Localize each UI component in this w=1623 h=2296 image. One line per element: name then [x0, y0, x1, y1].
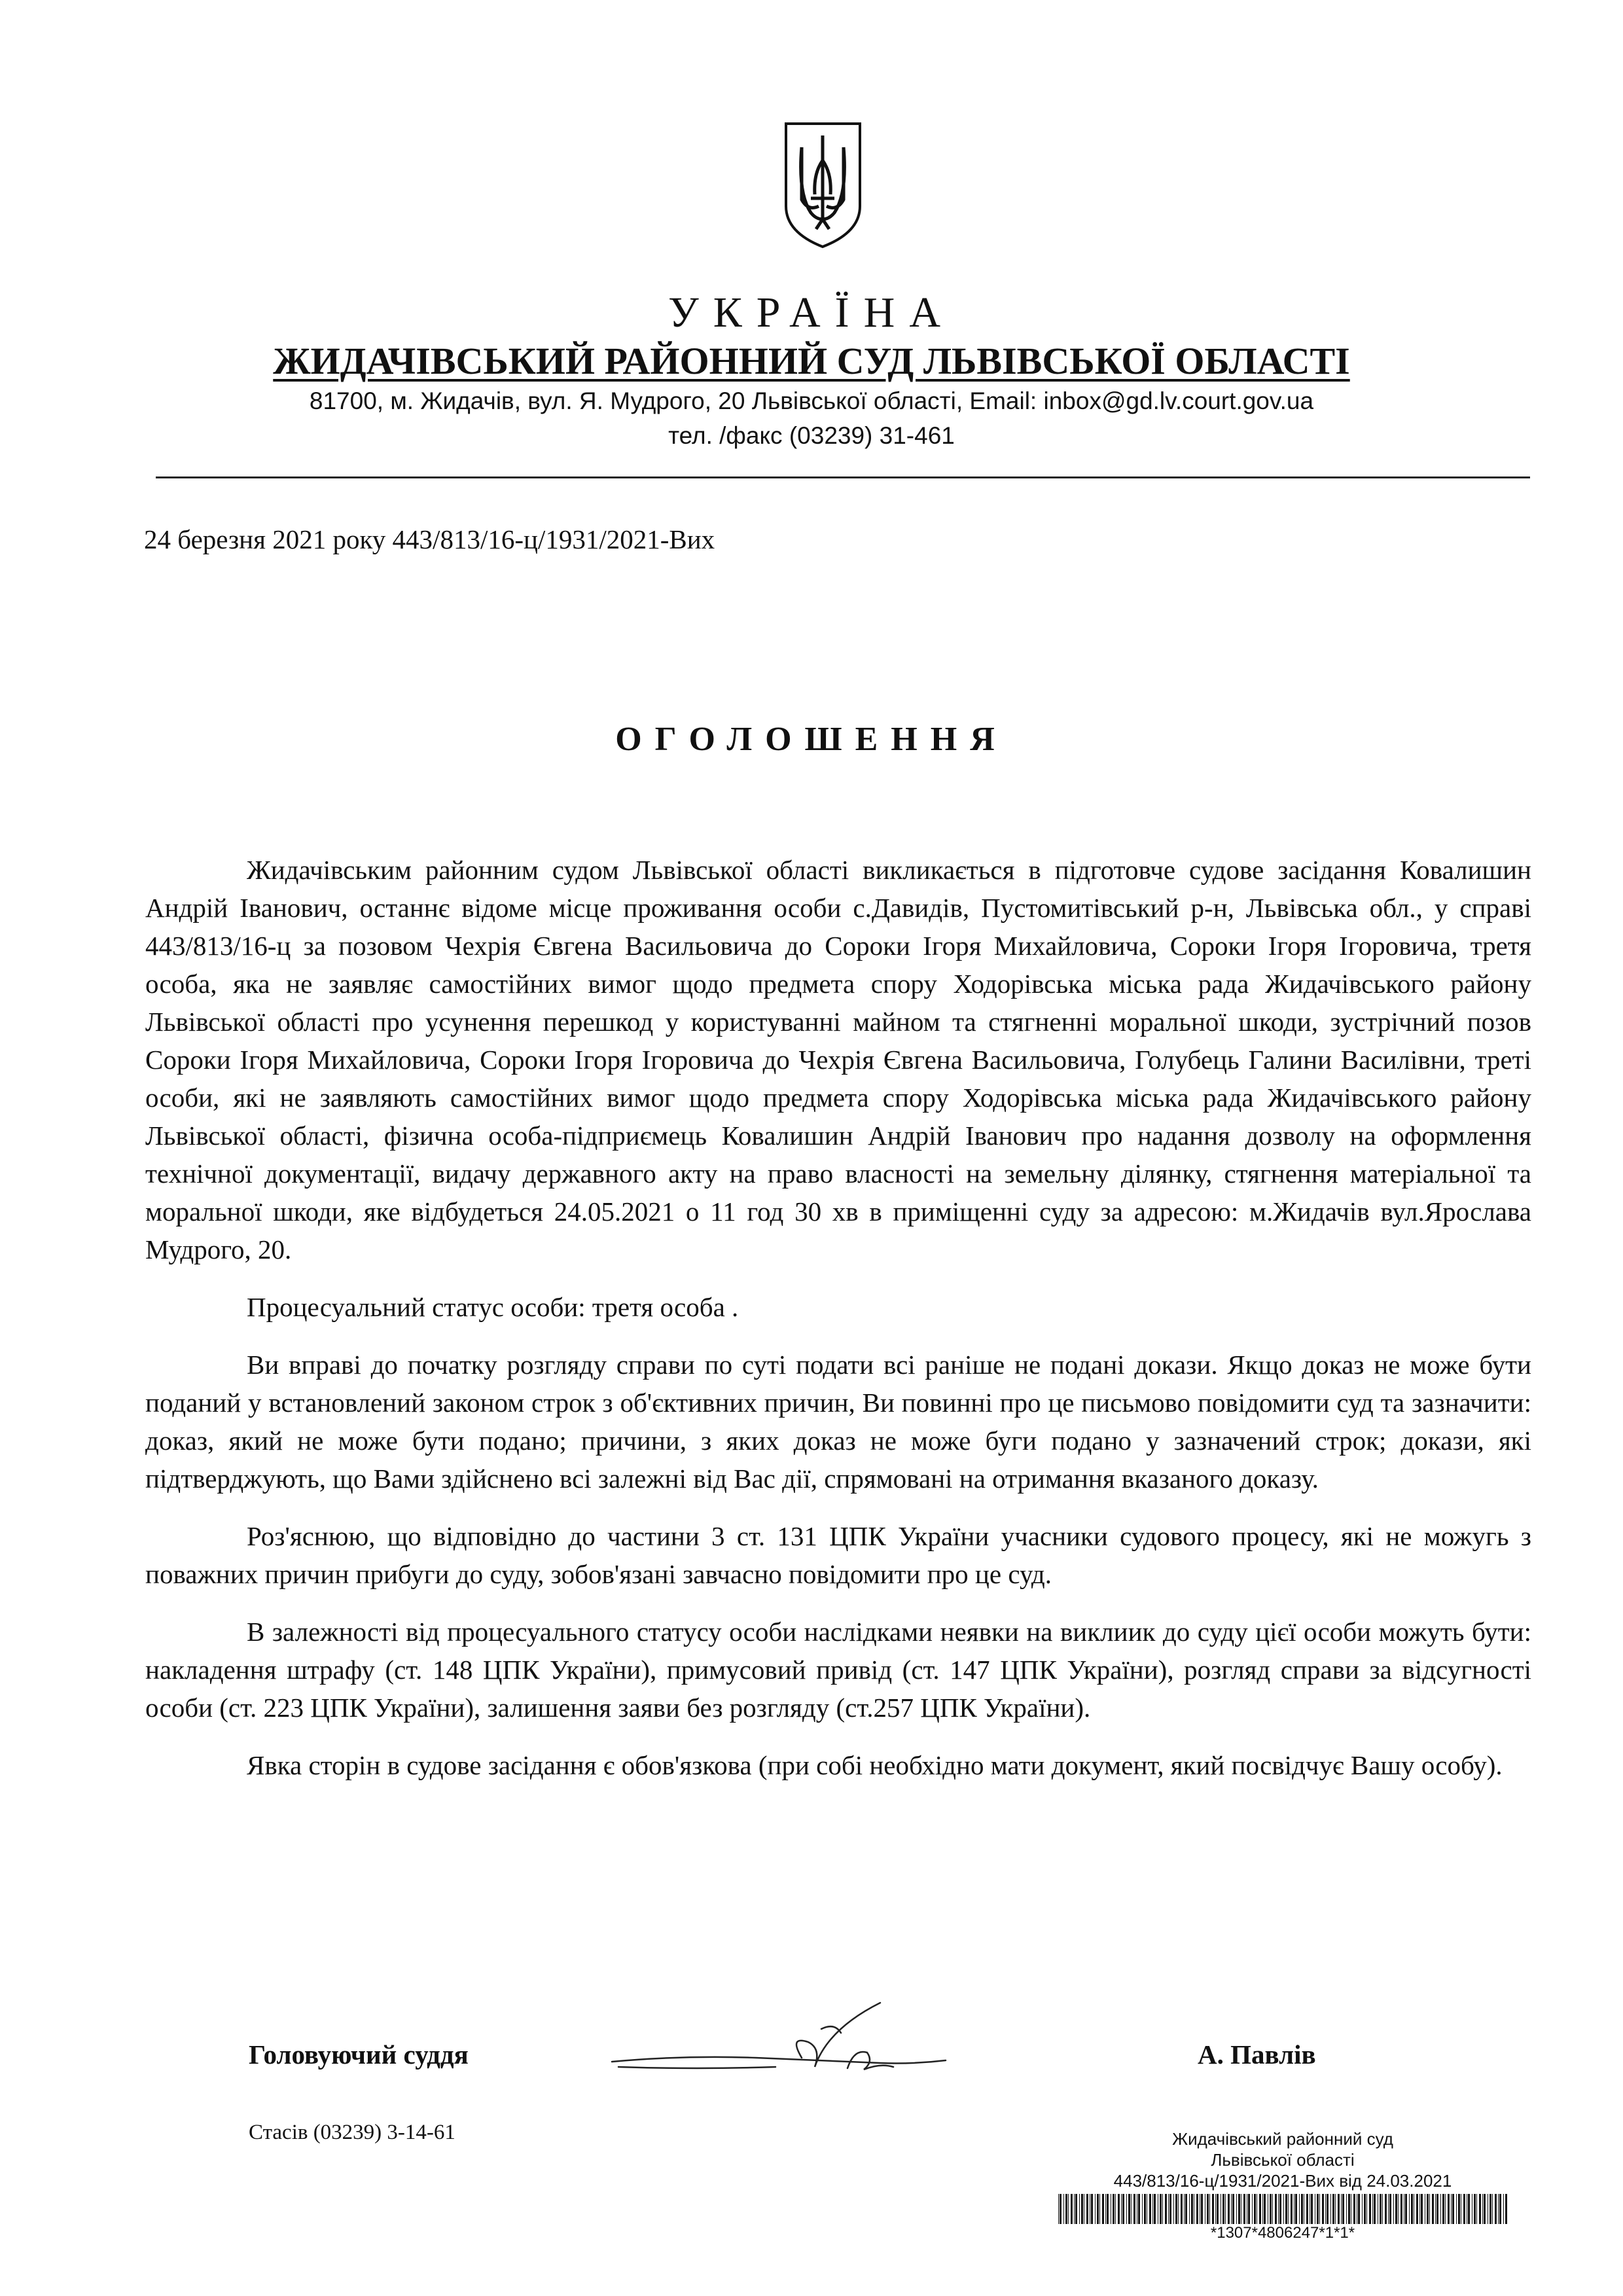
stamp-region: Львівської області [1211, 2150, 1355, 2170]
stamp-court-name: Жидачівський районний суд [1172, 2129, 1393, 2149]
body-paragraph-consequences: В залежності від процесуального статусу особи наслідками неявки на виклиик до суду цієї особи можуть бути: накладення штрафу (ст. 148 ЦПК України), примусовий привід (ст. 147 ЦПК України), розгляд справи за відсугності особи (ст. 223 ЦПК України), залишення заяви без розгляду (ст.257 ЦПК України). [145, 1617, 1531, 1723]
court-phone: тел. /факс (03239) 31-461 [668, 422, 955, 449]
court-address: 81700, м. Жидачів, вул. Я. Мудрого, 20 Львівської області, Email: inbox@gd.lv.court.gov.ua [309, 387, 1314, 414]
body-paragraph-status: Процесуальний статус особи: третя особа . [247, 1292, 739, 1322]
body-paragraph-notice: Роз'яснюю, що відповідно до частини 3 ст. 131 ЦПК України учасники судового процесу, які не можугь з поважних причин прибуги до суду, зобов'язані завчасно повідомити про це суд. [145, 1521, 1531, 1589]
court-name: ЖИДАЧІВСЬКИЙ РАЙОННИЙ СУД ЛЬВІВСЬКОЇ ОБЛАСТІ [273, 340, 1350, 382]
country-name: УКРАЇНА [668, 289, 955, 336]
barcode-icon [1057, 2194, 1508, 2224]
stamp-registration-number: 443/813/16-ц/1931/2021-Вих від 24.03.2021 [1113, 2171, 1452, 2191]
body-paragraph-attendance: Явка сторін в судове засідання є обов'язкова (при собі необхідно мати документ, який посвідчує Вашу особу). [247, 1750, 1503, 1780]
judge-name: А. Павлів [1198, 2039, 1316, 2070]
header-divider [156, 476, 1530, 478]
trident-coat-of-arms-icon [782, 121, 864, 249]
body-paragraph-evidence: Ви вправі до початку розгляду справи по суті подати всі раніше не подані докази. Якщо доказ не може бути поданий у встановлений законом строк з об'єктивних причин, Ви повинні про це письмово повідомити суд та зазначити: доказ, який не може бути подано; причини, з яких доказ не може буги подано у зазначений строк; докази, які підтверджують, що Вами здійснено всі залежні від Вас дії, спрямовані на отримання вказаного доказу. [145, 1350, 1531, 1494]
registration-stamp [1047, 2128, 1518, 2242]
executor-contact: Стасів (03239) 3-14-61 [249, 2121, 455, 2144]
judge-title: Головуючий суддя [249, 2039, 469, 2070]
body-paragraph-summons: Жидачівським районним судом Львівської області викликається в підготовче судове засідання Ковалишин Андрій Іванович, останнє відоме місце проживання особи с.Давидів, Пустомитівський р-н, Львівська обл., у справі 443/813/16-ц за позовом Чехрія Євгена Васильовича до Сороки Ігоря Михайловича, Сороки Ігоря Ігоровича, третя особа, яка не заявляє самостійних вимог щодо предмета спору Ходорівська міська рада Жидачівського району Львівської області про усунення перешкод у користуванні майном та стягненні моральної шкоди, зустрічний позов Сороки Ігоря Михайловича, Сороки Ігоря Ігоровича до Чехрія Євгена Васильовича, Голубець Галини Василівни, треті особи, які не заявляють самостійних вимог щодо предмета спору Ходорівська міська рада Жидачівського району Львівської області, фізична особа-підприємець Ковалишин Андрій Іванович про надання дозволу на оформлення технічної документації, видачу державного акту на право власності на земельну ділянку, стягнення матеріальної та моральної шкоди, яке відбудеться 24.05.2021 о 11 год 30 хв в приміщенні суду за адресою: м.Жидачів вул.Ярослава Мудрого, 20. [145, 855, 1531, 1265]
document-title: ОГОЛОШЕННЯ [615, 721, 1008, 758]
document-body [145, 851, 1531, 1804]
barcode-number: *1307*4806247*1*1* [1210, 2224, 1355, 2242]
date-and-outgoing-number: 24 березня 2021 року 443/813/16-ц/1931/2021-Вих [144, 524, 715, 554]
handwritten-signature-icon [605, 1990, 972, 2094]
